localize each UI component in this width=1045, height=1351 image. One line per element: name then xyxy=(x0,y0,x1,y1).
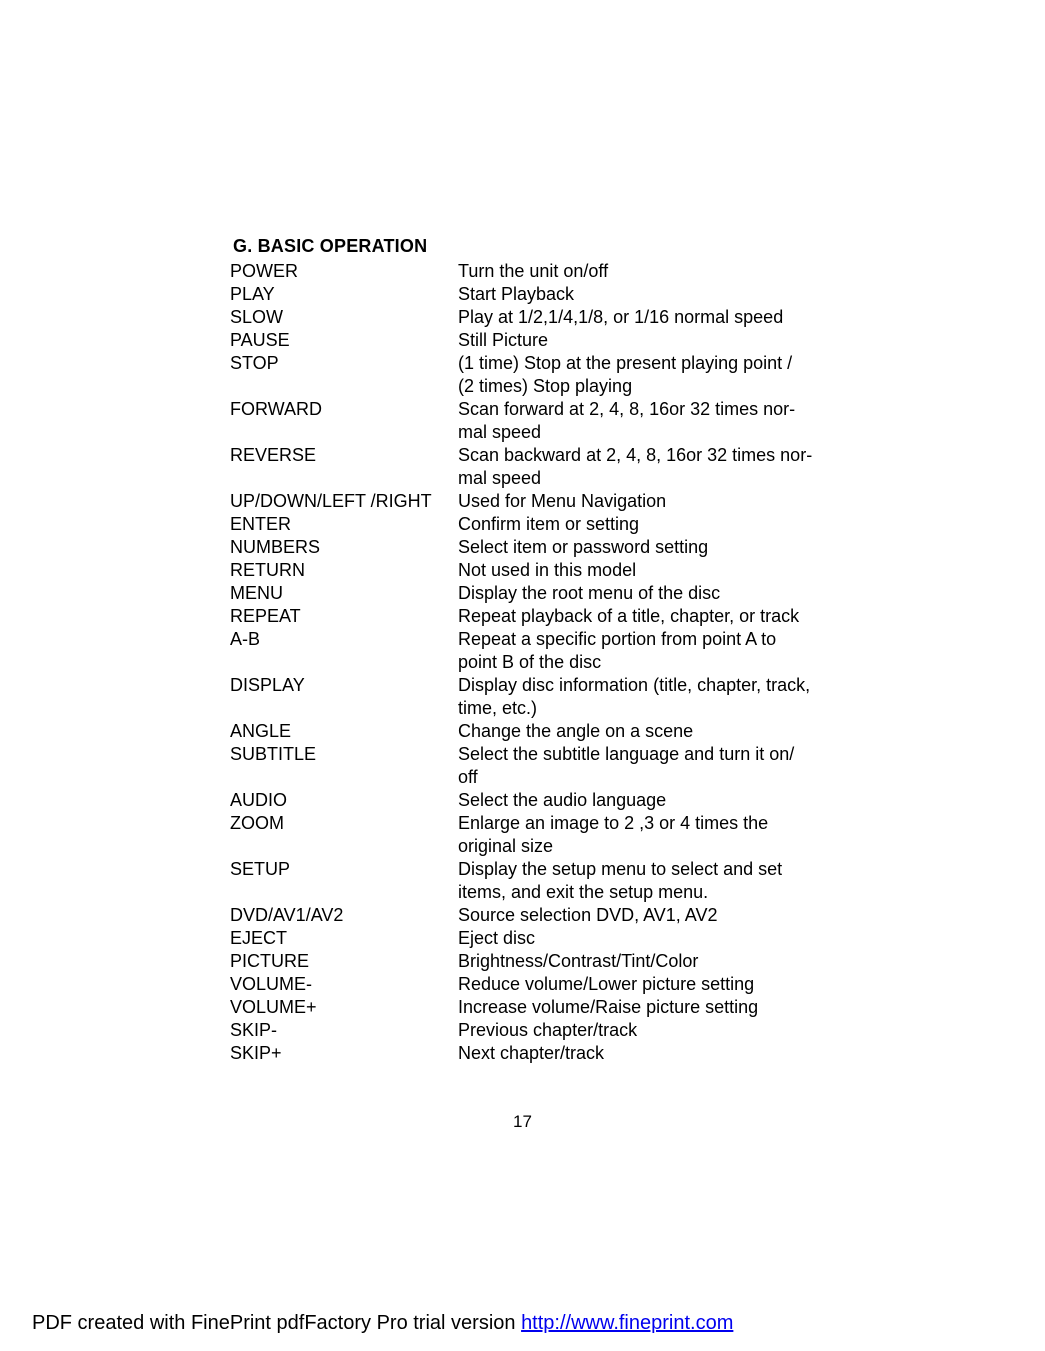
description-line: mal speed xyxy=(458,468,542,488)
description-line: items, and exit the setup menu. xyxy=(458,882,709,902)
operation-row xyxy=(230,1019,830,1042)
description-line: Confirm item or setting xyxy=(458,514,640,534)
operation-description xyxy=(458,789,820,812)
operation-row xyxy=(230,812,830,858)
operation-row xyxy=(230,789,830,812)
footer-notice xyxy=(32,1312,733,1335)
description-line: Reduce volume/Lower picture setting xyxy=(458,974,755,994)
operation-row xyxy=(230,904,830,927)
operation-row xyxy=(230,444,830,490)
operation-description xyxy=(458,513,820,536)
footer-link[interactable]: http://www.fineprint.com xyxy=(521,1312,734,1334)
operation-key: EJECT xyxy=(230,928,288,948)
description-line: Not used in this model xyxy=(458,560,637,580)
operation-row xyxy=(230,306,830,329)
operation-description xyxy=(458,1042,820,1065)
operation-description xyxy=(458,605,820,628)
operation-description xyxy=(458,628,820,674)
description-line: Increase volume/Raise picture setting xyxy=(458,997,759,1017)
operation-description xyxy=(458,904,820,927)
operation-key: UP/DOWN/LEFT /RIGHT xyxy=(230,491,432,511)
operation-key: A-B xyxy=(230,629,261,649)
operation-row xyxy=(230,352,830,398)
description-line: Display the setup menu to select and set xyxy=(458,859,783,879)
operation-row xyxy=(230,1042,830,1065)
operation-row xyxy=(230,329,830,352)
description-line: Next chapter/track xyxy=(458,1043,605,1063)
description-line: Play at 1/2,1/4,1/8, or 1/16 normal speed xyxy=(458,307,784,327)
operation-row xyxy=(230,605,830,628)
description-line: original size xyxy=(458,836,554,856)
operation-key: MENU xyxy=(230,583,283,603)
page-number: 17 xyxy=(513,1112,532,1131)
description-line: point B of the disc xyxy=(458,652,602,672)
description-line: Source selection DVD, AV1, AV2 xyxy=(458,905,718,925)
operation-key: PLAY xyxy=(230,284,275,304)
description-line: (1 time) Stop at the present playing point / xyxy=(458,353,793,373)
operation-description xyxy=(458,352,820,398)
operation-key: VOLUME- xyxy=(230,974,313,994)
description-line: Start Playback xyxy=(458,284,575,304)
operation-key: SUBTITLE xyxy=(230,744,317,764)
description-line: time, etc.) xyxy=(458,698,538,718)
operation-description xyxy=(458,996,820,1019)
description-line: Repeat a specific portion from point A to xyxy=(458,629,777,649)
description-line: Eject disc xyxy=(458,928,536,948)
description-line: Previous chapter/track xyxy=(458,1020,638,1040)
operation-description xyxy=(458,927,820,950)
operation-description xyxy=(458,306,820,329)
operation-key: ZOOM xyxy=(230,813,284,833)
operation-description xyxy=(458,444,820,490)
description-line: off xyxy=(458,767,478,787)
operation-row xyxy=(230,720,830,743)
operation-description xyxy=(458,559,820,582)
operation-key: PAUSE xyxy=(230,330,290,350)
operation-row xyxy=(230,559,830,582)
operation-row xyxy=(230,398,830,444)
operation-key: SKIP- xyxy=(230,1020,278,1040)
description-line: Still Picture xyxy=(458,330,549,350)
operation-row xyxy=(230,674,830,720)
operation-row xyxy=(230,996,830,1019)
operation-key: ANGLE xyxy=(230,721,292,741)
description-line: Select the subtitle language and turn it on/ xyxy=(458,744,795,764)
operation-key: ENTER xyxy=(230,514,292,534)
operation-key: VOLUME+ xyxy=(230,997,317,1017)
operation-row xyxy=(230,283,830,306)
operation-key: SKIP+ xyxy=(230,1043,282,1063)
operation-description xyxy=(458,858,820,904)
operation-description xyxy=(458,398,820,444)
operation-row xyxy=(230,536,830,559)
operation-row xyxy=(230,260,830,283)
section-heading: G. BASIC OPERATION xyxy=(233,236,428,256)
operation-description xyxy=(458,260,820,283)
description-line: Scan forward at 2, 4, 8, 16or 32 times nor- xyxy=(458,399,796,419)
operation-key: REPEAT xyxy=(230,606,301,626)
operation-description xyxy=(458,973,820,996)
operation-row xyxy=(230,973,830,996)
operation-row xyxy=(230,582,830,605)
description-line: Brightness/Contrast/Tint/Color xyxy=(458,951,699,971)
operation-key: RETURN xyxy=(230,560,305,580)
operation-row xyxy=(230,490,830,513)
description-line: Select item or password setting xyxy=(458,537,709,557)
operation-description xyxy=(458,536,820,559)
description-line: Repeat playback of a title, chapter, or track xyxy=(458,606,800,626)
operation-description xyxy=(458,743,820,789)
operation-description xyxy=(458,1019,820,1042)
operation-row xyxy=(230,513,830,536)
description-line: Enlarge an image to 2 ,3 or 4 times the xyxy=(458,813,769,833)
description-line: mal speed xyxy=(458,422,542,442)
operation-description xyxy=(458,582,820,605)
operation-key: DVD/AV1/AV2 xyxy=(230,905,344,925)
operation-key: STOP xyxy=(230,353,279,373)
operation-key: DISPLAY xyxy=(230,675,305,695)
operation-key: SLOW xyxy=(230,307,284,327)
operation-row xyxy=(230,743,830,789)
description-line: Scan backward at 2, 4, 8, 16or 32 times nor- xyxy=(458,445,813,465)
operation-key: SETUP xyxy=(230,859,291,879)
operation-key: PICTURE xyxy=(230,951,310,971)
description-line: Used for Menu Navigation xyxy=(458,491,667,511)
footer-text: PDF created with FinePrint pdfFactory Pro trial version xyxy=(32,1312,522,1334)
operation-row xyxy=(230,628,830,674)
description-line: Display disc information (title, chapter, track, xyxy=(458,675,811,695)
operation-description xyxy=(458,283,820,306)
operation-row xyxy=(230,950,830,973)
description-line: Select the audio language xyxy=(458,790,667,810)
operation-description xyxy=(458,812,820,858)
operation-description xyxy=(458,674,820,720)
operation-row xyxy=(230,858,830,904)
operation-key: AUDIO xyxy=(230,790,288,810)
operation-row xyxy=(230,927,830,950)
operation-key: REVERSE xyxy=(230,445,317,465)
operation-key: POWER xyxy=(230,261,299,281)
description-line: Display the root menu of the disc xyxy=(458,583,721,603)
operations-list xyxy=(230,260,830,1065)
description-line: Change the angle on a scene xyxy=(458,721,694,741)
operation-description xyxy=(458,490,820,513)
operation-key: FORWARD xyxy=(230,399,322,419)
description-line: (2 times) Stop playing xyxy=(458,376,633,396)
description-line: Turn the unit on/off xyxy=(458,261,609,281)
operation-key: NUMBERS xyxy=(230,537,321,557)
operation-description xyxy=(458,720,820,743)
operation-description xyxy=(458,329,820,352)
operation-description xyxy=(458,950,820,973)
